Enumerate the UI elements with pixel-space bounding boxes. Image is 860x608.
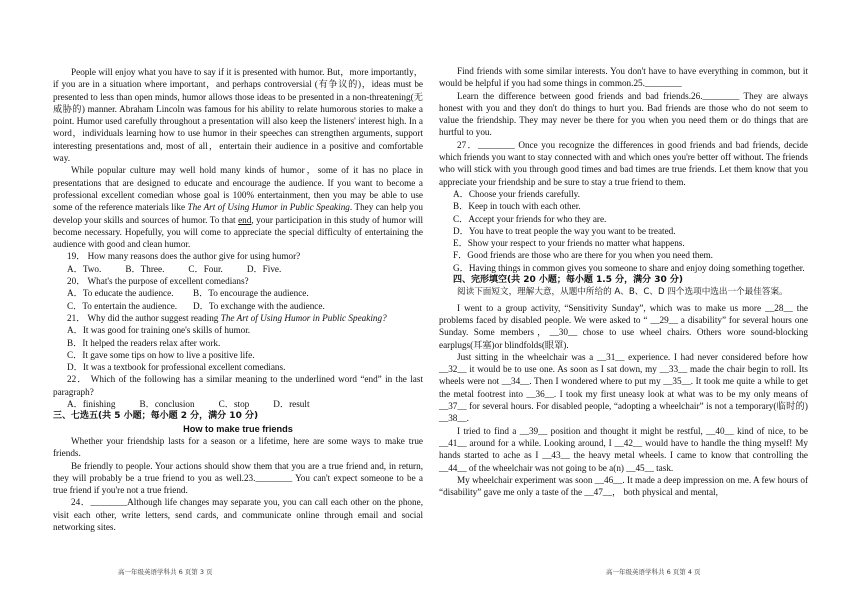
question-20: 20． What's the purpose of excellent comedians? (67, 276, 249, 287)
section-3-heading: 三、七选五(共 5 小题；每小题 2 分，满分 10 分) (53, 411, 259, 422)
passage-paragraph: Find friends with some similar interests. You don't have to have everything in common, but it would be helpful if you had some things in common.25.________ (439, 66, 808, 89)
left-column (53, 66, 423, 533)
option: C．stop (218, 399, 250, 410)
question-20-options-row1: A．To educate the audience. B．To encourage the audience. (67, 288, 309, 299)
option: A．Two. (67, 263, 102, 274)
page-footer-right: 高一年级英语学科共 6 页第 4 页 (606, 568, 701, 576)
passage-paragraph: Be friendly to people. Your actions should show them that you are a true friend and, in return, they will probably be a true friend to you as well.23.________ You can't expect someone to be a true friend if you're not a true friend. (53, 460, 423, 496)
option: B．conclusion (139, 399, 195, 410)
option: A．finishing (67, 399, 116, 410)
option: B．Three. (125, 263, 165, 274)
option: D．You have to treat people the way you want to be treated. (453, 225, 676, 236)
question-19-options (53, 263, 423, 275)
option: E．Show your respect to your friends no matter what happens. (453, 238, 685, 249)
passage-paragraph: 24．________Although life changes may separate you, you can call each other on the phone, visit each other, write letters, send cards, and communicate online through email and social networking sites. (53, 497, 423, 532)
option: A．It was good for training one's skills of humor. (67, 325, 251, 336)
option: D．It was a textbook for professional excellent comedians. (67, 362, 286, 373)
passage-paragraph: 27．________ Once you recognize the differences in good friends and bad friends, decide which friends you want to stay connected with and which ones you're better off without. The friends who will stick with you through good times and bad times are true friends. Let them know that you appreciate your friendship and be sure to stay a true friend to them. (439, 139, 808, 187)
question-21: 21． Why did the author suggest reading The Art of Using Humor in Public Speaking? (67, 312, 387, 323)
cloze-paragraph-4: My wheelchair experiment was soon __46__. It made a deep impression on me. A few hours of “disability” gave me only a taste of the __47__， both physical and mental, (439, 474, 808, 498)
passage-paragraph-1: People will enjoy what you have to say if it is presented with humor. But，more importantly，if you are in a situation where important，and perhaps controversial (有争议的)，ideas must be presented to less than open minds, humor allows those ideas to be presented in a non-threatening(无威胁的) manner. Abraham Lincoln was famous for his ability to relate humorous stories to make a point. Humor used carefully throughout a presentation will also keep the listeners' interest high. In a word，individuals learning how to use humor in their speeches can strengthen arguments, support interesting presentations and, most of all，entertain their audience in a positive and comfortable way. (53, 67, 423, 164)
passage-paragraph: Learn the difference between good friends and bad friends.26.________ They are always honest with you and they don't do things to hurt you. Bad friends are those who do not seem to value the friendship. They may never be there for you when you need them or do things that are hurtful to you. (439, 90, 808, 138)
passage-paragraph-2: While popular culture may well hold many kinds of humor，some of it has no place in presentations that are designed to educate and encourage the audience. If you want to become a professional excellent comedian whose goal is 100% entertainment, then you may be able to use some of the reference materials like The Art of Using Humor in Public Speaking. They can help you develop your skills and sources of humor. To that end, your participation in this study of humor will become necessary. Hopefully, you will come to appreciate the special difficulty of entertaining the audience with good and clean humor. (53, 165, 424, 250)
option: A．Choose your friends carefully. (453, 188, 580, 199)
option: C．It gave some tips on how to live a positive life. (67, 349, 255, 360)
question-19: 19． How many reasons does the author give for using humor? (67, 251, 301, 262)
section-4-instructions: 阅读下面短文，理解大意，从题中所给的 A、B、C、D 四个选项中选出一个最佳答案。 (457, 287, 788, 298)
option: B．It helped the readers relax after work. (67, 337, 221, 348)
section-4-heading: 四、完形填空(共 20 小题；每小题 1.5 分，满分 30 分) (453, 275, 684, 286)
cloze-paragraph-3: I tried to find a __39__ position and thought it might be restful, __40__ kind of nice, to be __41__ around for a while. Looking around, I __42__ would have to handle the thing myself! My hands started to ache as I __43__ the heavy metal wheels. I came to know that controlling the __44__ of the wheelchair was not going to be a(n) __45__ task. (439, 425, 808, 473)
cloze-paragraph-2: Just sitting in the wheelchair was a __31__ experience. I had never considered before how __32__ it would be to use one. As soon as I sat down, my __33__ made the chair begin to roll. Its wheels were not __34__. Then I wondered where to put my __35__. It took me quite a while to get the metal footrest into __36__. I took my first uneasy look at what was to be my only means of __37__ for several hours. For disabled people, “adopting a wheelchair” is not a temporary(临时的) __38__. (439, 351, 808, 424)
question-22: 22． Which of the following has a similar meaning to the underlined word “end” in the last paragraph? (53, 374, 423, 397)
option: F．Good friends are those who are there for you when you need them. (453, 250, 713, 261)
option: C．Accept your friends for who they are. (453, 213, 607, 224)
question-20-options-row2: C．To entertain the audience. D．To exchange with the audience. (67, 300, 325, 311)
right-column (439, 66, 808, 498)
option: G．Having things in common gives you someone to share and enjoy doing something together. (453, 262, 805, 273)
question-22-options (53, 398, 423, 410)
book-title: The Art of Using Humor in Public Speaking (187, 202, 350, 213)
option: B．Keep in touch with each other. (453, 201, 581, 212)
underlined-word-end: end (238, 214, 252, 225)
option: D．Five. (246, 263, 282, 274)
passage-paragraph: Whether your friendship lasts for a season or a lifetime, here are some ways to make true friends. (53, 435, 423, 459)
option: D．result (273, 399, 310, 410)
page-footer-left: 高一年级英语学科共 6 页第 3 页 (118, 568, 213, 576)
option: C．Four. (188, 263, 223, 274)
cloze-paragraph-1: I went to a group activity, “Sensitivity Sunday”, which was to make us more __28__ the problems faced by disabled people. We were asked to “ __29__ a disability” for several hours one Sunday. Some members，__30__ chose to use wheel chairs. Others wore sound-blocking earplugs(耳塞)or blindfolds(眼罩). (439, 302, 808, 350)
passage-title: How to make true friends (183, 423, 293, 434)
